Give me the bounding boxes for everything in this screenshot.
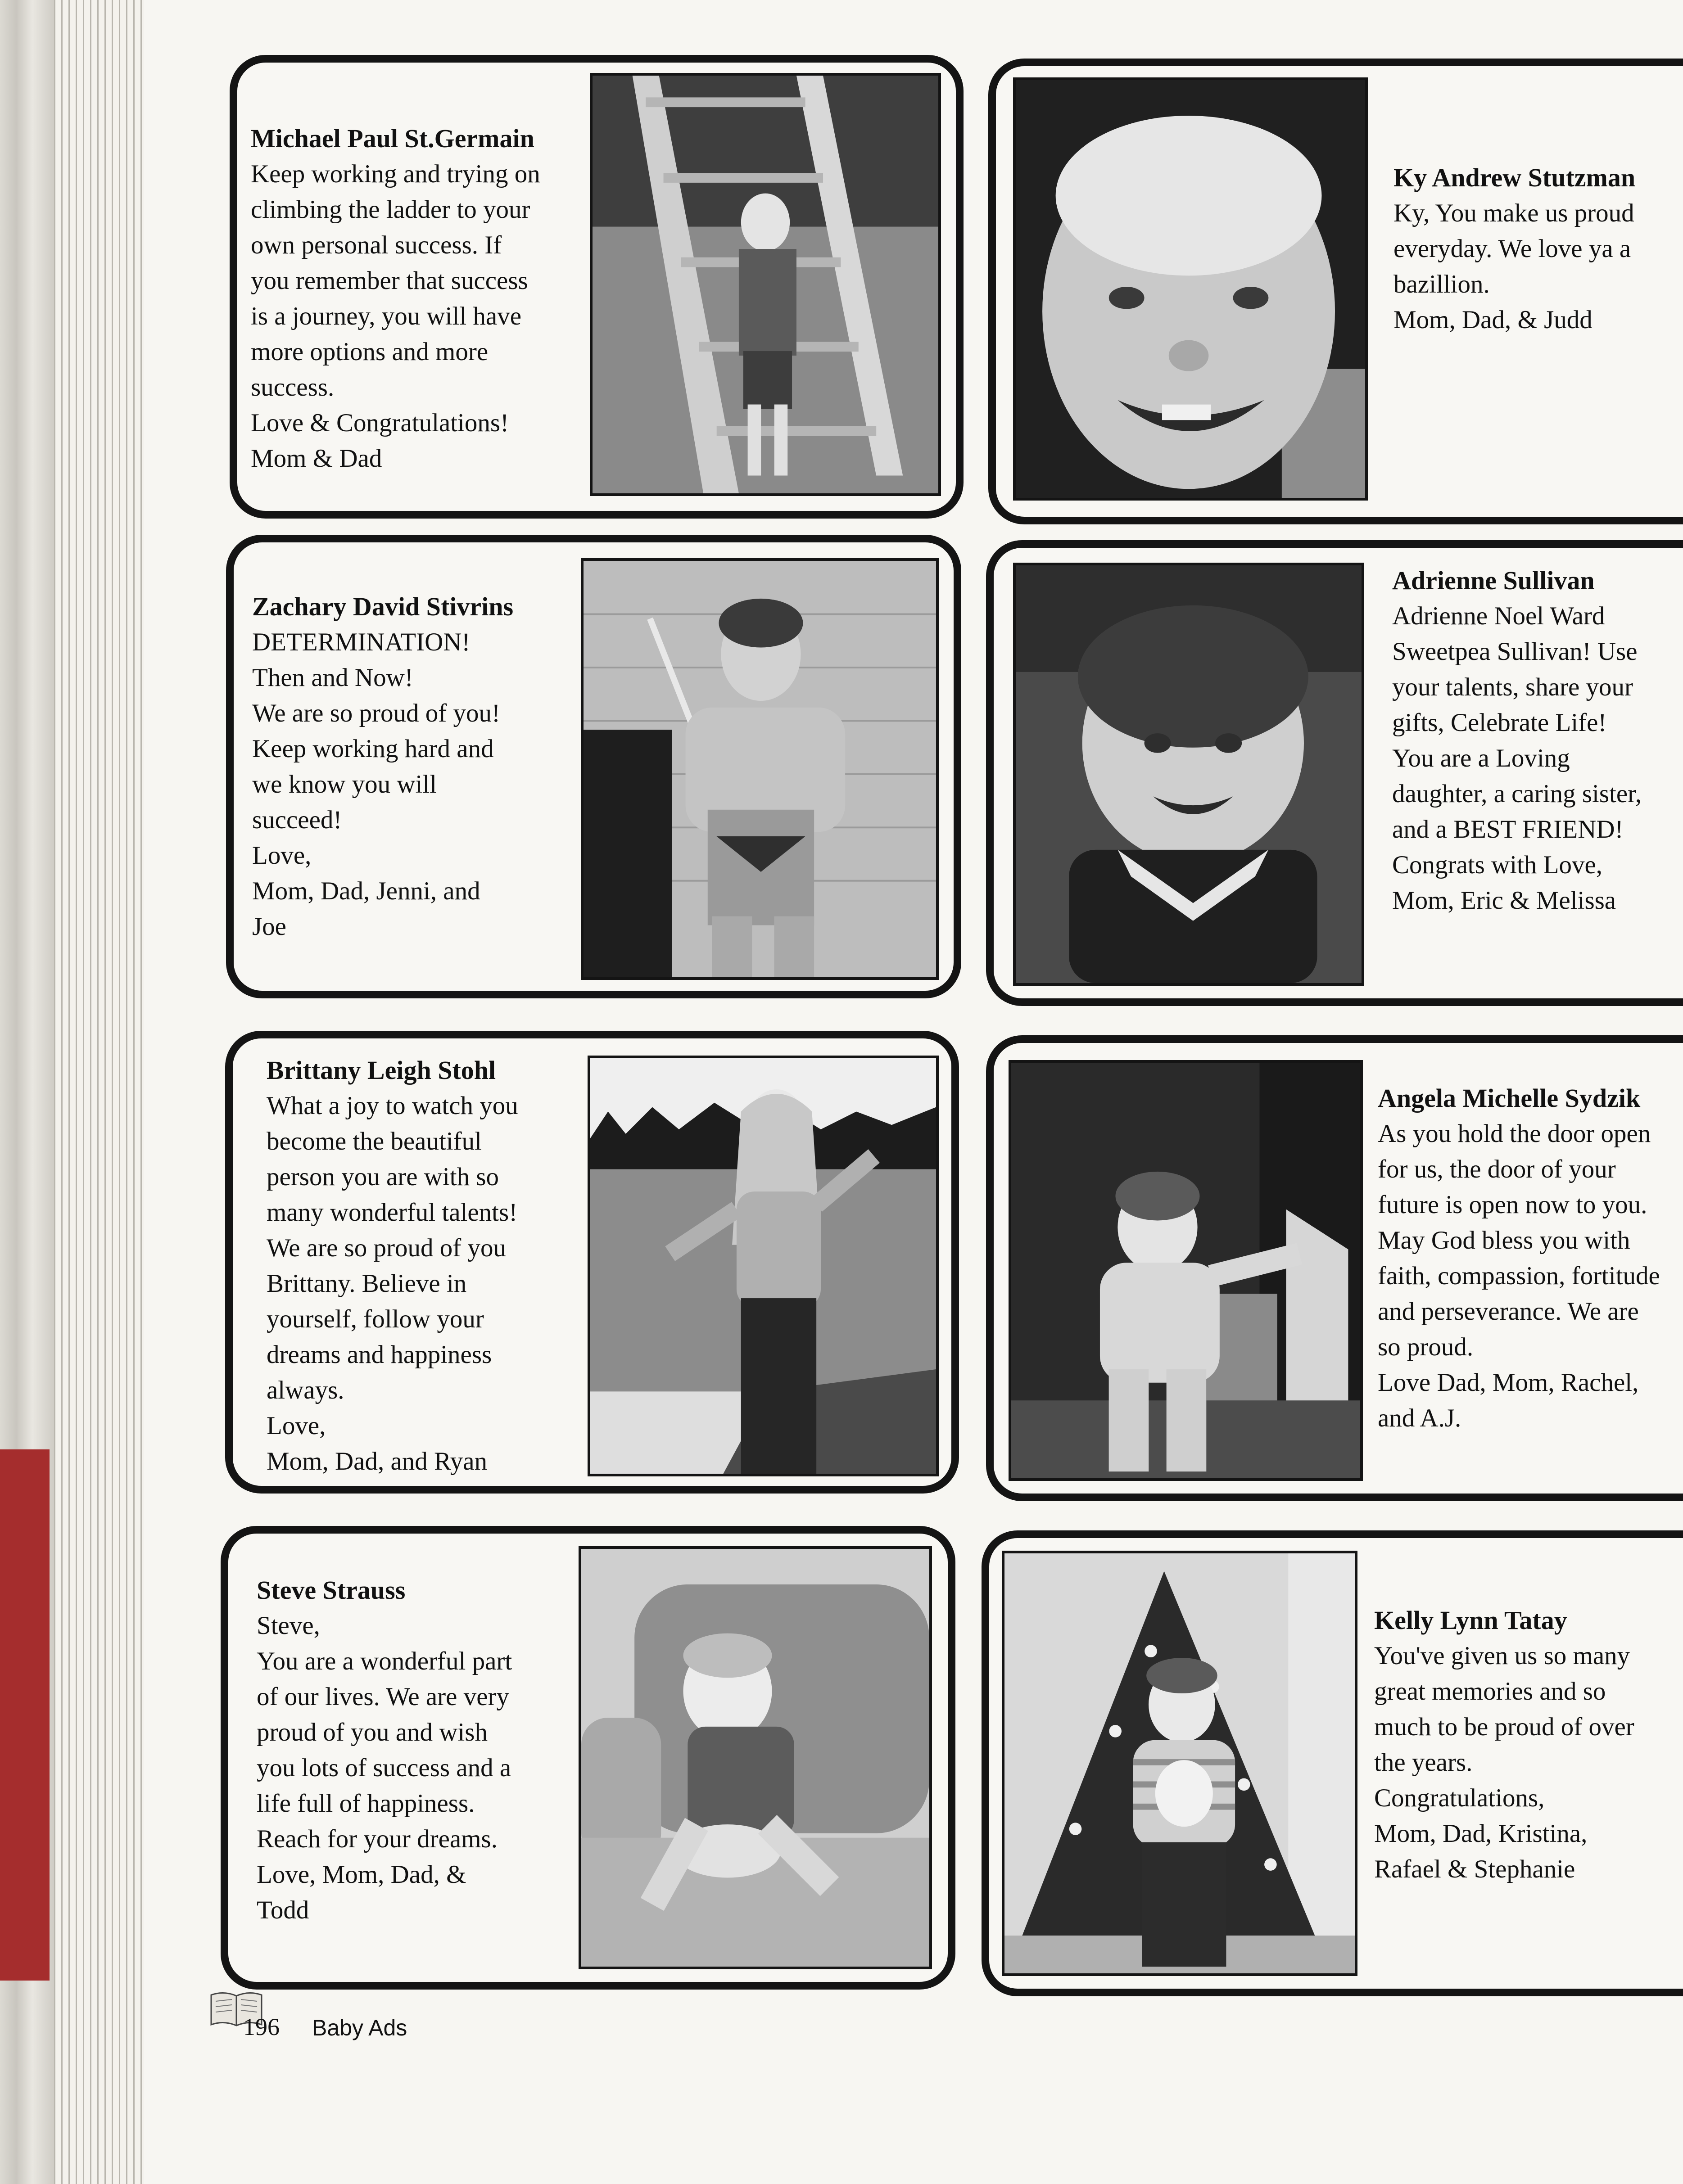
ad-line: so proud.: [1378, 1333, 1474, 1361]
ad-line: Congratulations,: [1374, 1784, 1545, 1812]
ad-line: Mom, Dad, Kristina,: [1374, 1819, 1588, 1848]
ad-line: Ky, You make us proud: [1393, 199, 1634, 227]
ad-line: Mom, Dad, Jenni, and: [252, 877, 480, 905]
ad-photo-steve-strauss: [579, 1546, 932, 1969]
ad-line: for us, the door of your: [1378, 1155, 1616, 1183]
ad-line: We are so proud of you: [267, 1234, 507, 1262]
ad-text-zachary-stivrins: [252, 589, 513, 944]
ad-line: the years.: [1374, 1748, 1473, 1777]
ad-line: Joe: [252, 912, 286, 941]
ad-line: life full of happiness.: [257, 1789, 475, 1818]
ad-name: Brittany Leigh Stohl: [267, 1056, 496, 1085]
page-stack-edges: [54, 0, 144, 2184]
ad-line: Adrienne Noel Ward: [1392, 602, 1605, 630]
ad-line: become the beautiful: [267, 1127, 482, 1155]
ad-line: always.: [267, 1376, 344, 1404]
ad-name: Adrienne Sullivan: [1392, 566, 1595, 595]
ad-name: Steve Strauss: [257, 1575, 406, 1605]
ad-line: You are a wonderful part: [257, 1647, 512, 1675]
ad-line: of our lives. We are very: [257, 1683, 509, 1711]
ad-line: much to be proud of over: [1374, 1713, 1634, 1741]
ad-line: What a joy to watch you: [267, 1092, 518, 1120]
ad-photo-angela-sydzik: [1009, 1060, 1363, 1481]
ad-name: Michael Paul St.Germain: [251, 124, 534, 153]
ad-line: dreams and happiness: [267, 1340, 492, 1369]
ad-name: Angela Michelle Sydzik: [1378, 1083, 1641, 1113]
ad-line: You've given us so many: [1374, 1642, 1630, 1670]
ad-line: proud of you and wish: [257, 1718, 488, 1746]
ad-line: great memories and so: [1374, 1677, 1606, 1706]
ad-line: Mom, Dad, and Ryan: [267, 1447, 488, 1476]
ad-line: Love & Congratulations!: [251, 409, 509, 437]
ad-line: Keep working and trying on: [251, 160, 540, 188]
ad-line: Love,: [267, 1412, 326, 1440]
ad-line: Sweetpea Sullivan! Use: [1392, 637, 1638, 666]
ad-line: and perseverance. We are: [1378, 1297, 1639, 1326]
section-title: Baby Ads: [312, 2015, 407, 2040]
ad-line: Keep working hard and: [252, 735, 494, 763]
ad-text-ky-stutzman: [1393, 160, 1635, 338]
ad-line: your talents, share your: [1392, 673, 1633, 701]
ad-line: everyday. We love ya a: [1393, 235, 1631, 263]
ad-line: Reach for your dreams.: [257, 1825, 498, 1853]
ad-line: As you hold the door open: [1378, 1119, 1651, 1148]
ad-line: We are so proud of you!: [252, 699, 500, 727]
ad-line: success.: [251, 373, 335, 402]
ad-line: you remember that success: [251, 266, 528, 295]
ad-text-steve-strauss: [257, 1572, 512, 1928]
ad-line: Mom, Eric & Melissa: [1392, 886, 1616, 915]
ad-line: Rafael & Stephanie: [1374, 1855, 1575, 1883]
ad-line: Congrats with Love,: [1392, 851, 1603, 879]
ad-line: You are a Loving: [1392, 744, 1570, 772]
ad-line: more options and more: [251, 338, 489, 366]
ad-name: Ky Andrew Stutzman: [1393, 163, 1636, 192]
ad-photo-brittany-stohl: [588, 1056, 939, 1476]
ad-line: many wonderful talents!: [267, 1198, 518, 1227]
ad-line: Love Dad, Mom, Rachel,: [1378, 1368, 1639, 1397]
ad-line: person you are with so: [267, 1163, 499, 1191]
ad-line: and a BEST FRIEND!: [1392, 815, 1624, 844]
ad-line: Then and Now!: [252, 663, 413, 692]
ad-line: and A.J.: [1378, 1404, 1461, 1432]
ad-line: gifts, Celebrate Life!: [1392, 708, 1607, 737]
ad-line: future is open now to you.: [1378, 1191, 1647, 1219]
page-number: 196: [243, 2013, 280, 2040]
ad-photo-zachary-stivrins: [581, 558, 939, 980]
ad-line: Steve,: [257, 1611, 320, 1640]
ad-line: yourself, follow your: [267, 1305, 484, 1333]
ad-line: own personal success. If: [251, 231, 502, 259]
ad-line: bazillion.: [1393, 270, 1490, 298]
ad-line: Brittany. Believe in: [267, 1269, 467, 1298]
ad-line: Love, Mom, Dad, &: [257, 1860, 466, 1889]
ad-text-kelly-tatay: [1374, 1602, 1634, 1887]
ad-text-michael-st-germain: [251, 121, 540, 476]
spine-red-band: [0, 1449, 50, 1981]
ad-photo-ky-stutzman: [1013, 77, 1368, 501]
ad-line: Mom, Dad, & Judd: [1393, 306, 1593, 334]
ad-line: is a journey, you will have: [251, 302, 522, 330]
ad-name: Zachary David Stivrins: [252, 592, 514, 621]
ad-text-adrienne-sullivan: [1392, 563, 1642, 918]
ad-line: Todd: [257, 1896, 309, 1924]
ad-line: we know you will: [252, 770, 437, 799]
ad-photo-adrienne-sullivan: [1013, 563, 1364, 986]
ad-line: Love,: [252, 841, 312, 870]
ad-line: May God bless you with: [1378, 1226, 1630, 1254]
ad-name: Kelly Lynn Tatay: [1374, 1606, 1567, 1635]
ad-line: succeed!: [252, 806, 342, 834]
ad-text-brittany-stohl: [267, 1052, 518, 1479]
ad-line: DETERMINATION!: [252, 628, 471, 656]
ad-line: you lots of success and a: [257, 1754, 511, 1782]
ad-line: Mom & Dad: [251, 444, 382, 473]
ad-photo-kelly-tatay: [1002, 1551, 1357, 1976]
ad-line: faith, compassion, fortitude: [1378, 1262, 1660, 1290]
ad-photo-michael-st-germain: [590, 73, 941, 496]
ad-text-angela-sydzik: [1378, 1080, 1660, 1436]
ad-line: climbing the ladder to your: [251, 195, 530, 224]
ad-line: daughter, a caring sister,: [1392, 780, 1642, 808]
